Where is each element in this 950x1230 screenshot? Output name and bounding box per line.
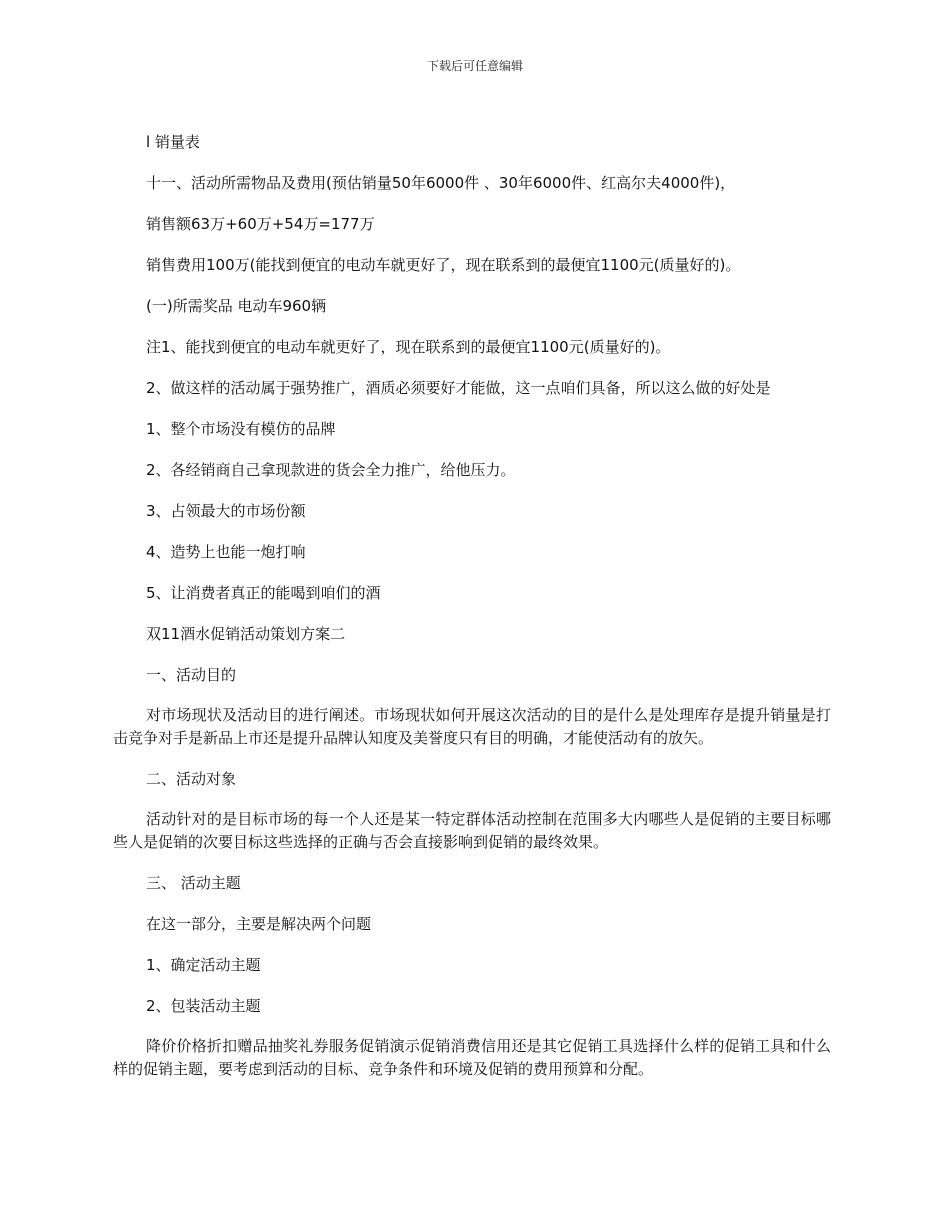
paragraph-theme: 降价价格折扣赠品抽奖礼券服务促销演示促销消费信用还是其它促销工具选择什么样的促销工具和什么样的促销主题，要考虑到活动的目标、竞争条件和环境及促销的费用预算和分配。	[113, 1037, 831, 1078]
page-header: 下载后可任意编辑	[426, 59, 523, 73]
section-heading: 一、活动目的	[146, 666, 237, 684]
text-line: 十一、活动所需物品及费用(预估销量50年6000件 、30年6000件、红高尔夫4000件)，	[146, 174, 736, 192]
list-item: 4、造势上也能一炮打响	[146, 543, 306, 561]
list-item: 2、各经销商自己拿现款进的货会全力推广，给他压力。	[146, 461, 516, 479]
list-item: 3、占领最大的市场份额	[146, 502, 306, 520]
text-line: 在这一部分，主要是解决两个问题	[146, 915, 372, 933]
text-line: (一)所需奖品 电动车960辆	[146, 297, 327, 315]
section-heading: 三、 活动主题	[146, 874, 241, 892]
section-title: 双11酒水促销活动策划方案二	[146, 625, 346, 643]
text-line: 注1、能找到便宜的电动车就更好了，现在联系到的最便宜1100元(质量好的)。	[146, 338, 671, 356]
list-item: 1、整个市场没有模仿的品牌	[146, 420, 336, 438]
text-line: 2、做这样的活动属于强势推广，酒质必须要好才能做，这一点咱们具备，所以这么做的好处是	[146, 379, 771, 397]
list-item: 2、包装活动主题	[146, 997, 261, 1015]
list-item: 5、让消费者真正的能喝到咱们的酒	[146, 584, 381, 602]
paragraph-purpose: 对市场现状及活动目的进行阐述。市场现状如何开展这次活动的目的是什么是处理库存是提升销量是打击竞争对手是新品上市还是提升品牌认知度及美誉度只有目的明确，才能使活动有的放矢。	[113, 706, 831, 747]
list-item: 1、确定活动主题	[146, 956, 261, 974]
paragraph-target: 活动针对的是目标市场的每一个人还是某一特定群体活动控制在范围多大内哪些人是促销的主要目标哪些人是促销的次要目标这些选择的正确与否会直接影响到促销的最终效果。	[113, 810, 831, 851]
document-body	[113, 130, 831, 1098]
text-line: l 销量表	[146, 133, 200, 151]
text-line: 销售费用100万(能找到便宜的电动车就更好了，现在联系到的最便宜1100元(质量好的)。	[146, 256, 741, 274]
section-heading: 二、活动对象	[146, 770, 237, 788]
text-line: 销售额63万+60万+54万=177万	[146, 215, 375, 233]
